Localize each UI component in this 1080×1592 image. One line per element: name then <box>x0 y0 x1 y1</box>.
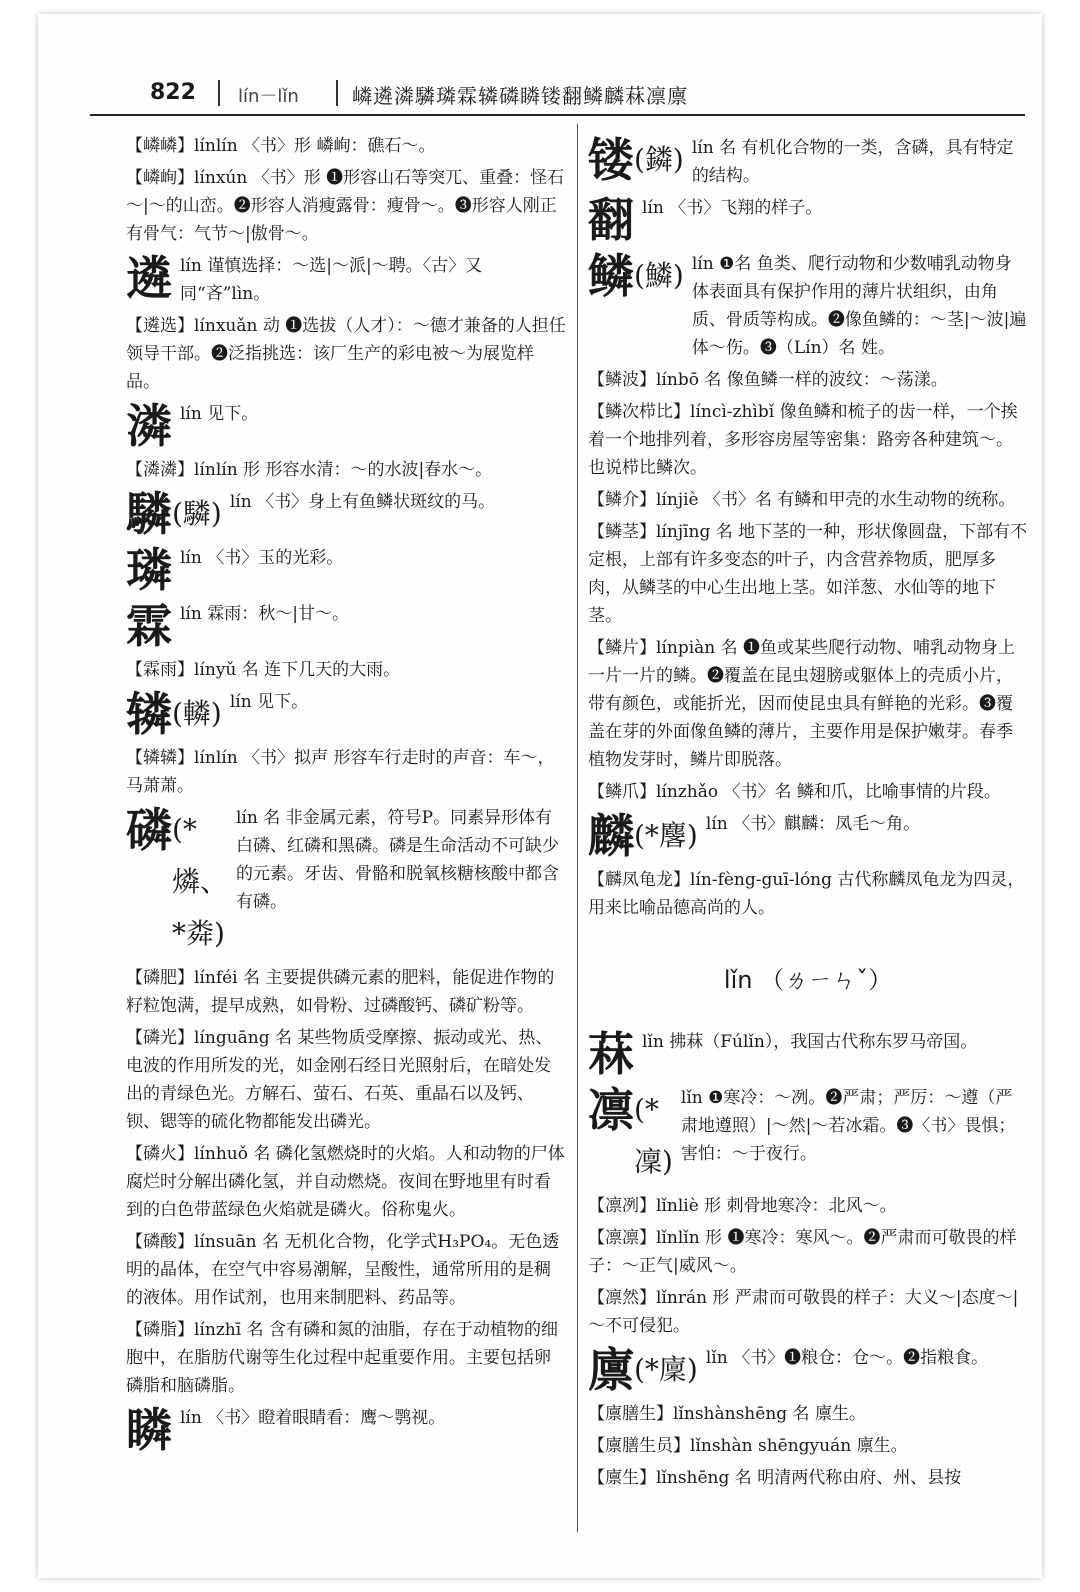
headword-character: 磷 <box>126 803 172 857</box>
headword-variant: (鏻) <box>634 143 684 176</box>
headword-entry <box>126 400 566 452</box>
left-column <box>126 132 566 1460</box>
pinyin-section-heading: lǐn （ㄌㄧㄣˇ） <box>723 966 893 994</box>
header-divider <box>218 80 220 106</box>
dictionary-entry: 【廪膳生员】lǐnshàn shēngyuán 廪生。 <box>588 1436 908 1456</box>
dictionary-entry: 【鳞片】línpiàn 名 ❶鱼或某些爬行动物、哺乳动物身上一片一片的鳞。❷覆盖在昆虫翅膀或躯体上的壳质小片，带有颜色，或能折光，因而使昆虫具有鲜艳的光彩。❸覆盖在芽的外面像鱼鳞的薄片，主要作用是保护嫩芽。春季植物发芽时，鳞片即脱落。 <box>588 638 1016 770</box>
headword-definition: lǐn ❶寒冷：～冽。❷严肃；严厉：～遵（严肃地遵照）|～然|～若冰霜。❸〈书〉畏惧；害怕：～于夜行。 <box>680 1088 1016 1164</box>
headword-definition: lín 见下。 <box>229 692 309 712</box>
dictionary-entry: 【磷肥】línféi 名 主要提供磷元素的肥料，能促进作物的籽粒饱满，提早成熟，如骨粉、过磷酸钙、磷矿粉等。 <box>126 968 555 1016</box>
headword-character: 廪 <box>588 1343 634 1397</box>
headword-character: 菻 <box>588 1027 634 1081</box>
dictionary-entry: 【鳞波】línbō 名 像鱼鳞一样的波纹：～荡漾。 <box>588 370 948 390</box>
dictionary-entry: 【磷光】línguāng 名 某些物质受摩擦、振动或光、热、电波的作用所发的光，如金刚石经日光照射后，在暗处发出的青绿色光。方解石、萤石、石英、重晶石以及钙、钡、锶等的硫化物都能发出磷光。 <box>126 1028 553 1132</box>
dictionary-entry: 【霖雨】línyǔ 名 连下几天的大雨。 <box>126 660 401 680</box>
headword-definition: lín 〈书〉瞪着眼睛看：鹰～鹗视。 <box>180 1408 446 1428</box>
headword-definition: lín 〈书〉身上有鱼鳞状斑纹的马。 <box>229 492 496 512</box>
headword-definition: lín 〈书〉玉的光彩。 <box>180 548 344 568</box>
dictionary-entry: 【凛冽】lǐnliè 形 刺骨地寒冷：北风～。 <box>588 1196 897 1216</box>
headword-entry <box>588 134 1028 190</box>
dictionary-entry: 【潾潾】línlín 形 形容水清：～的水波|春水～。 <box>126 460 493 480</box>
headword-variant: (*麐) <box>634 819 698 852</box>
headword-entry <box>588 194 1028 246</box>
page-number: 822 <box>150 80 196 105</box>
headword-definition: lín ❶名 鱼类、爬行动物和少数哺乳动物身体表面具有保护作用的薄片状组织，由角质、骨质等构成。❷像鱼鳞的：～茎|～波|遍体～伤。❸（Lín）名 姓。 <box>691 254 1027 358</box>
headword-character: 霖 <box>126 599 172 653</box>
header-characters: 嶙遴潾驎璘霖辚磷瞵镂翻鳞麟菻凛廪 <box>352 84 688 108</box>
headword-character: 瞵 <box>126 1403 172 1457</box>
headword-character: 镂 <box>588 133 634 187</box>
headword-character: 麟 <box>588 809 634 863</box>
dictionary-entry: 【廪生】lǐnshēng 名 明清两代称由府、州、县按 <box>588 1468 962 1488</box>
dictionary-entry: 【辚辚】línlín 〈书〉拟声 形容车行走时的声音：车～，马萧萧。 <box>126 748 555 796</box>
dictionary-entry: 【麟凤龟龙】lín-fèng-guī-lóng 古代称麟凤龟龙为四灵，用来比喻品德高尚的人。 <box>588 870 1025 918</box>
page-header <box>90 74 1025 114</box>
headword-entry <box>126 488 566 540</box>
headword-entry <box>588 1344 1028 1396</box>
dictionary-entry: 【磷脂】línzhī 名 含有磷和氮的油脂，存在于动植物的细胞中，在脂肪代谢等生化过程中起重要作用。主要包括卵磷脂和脑磷脂。 <box>126 1320 558 1396</box>
dictionary-page <box>38 14 1042 1578</box>
dictionary-entry: 【鳞爪】línzhǎo 〈书〉名 鳞和爪，比喻事情的片段。 <box>588 782 1001 802</box>
headword-definition: lín 〈书〉麒麟：凤毛～角。 <box>705 814 921 834</box>
headword-variant: (*凜) <box>634 1093 673 1178</box>
headword-definition: lín 名 有机化合物的一类，含磷，具有特定的结构。 <box>691 138 1014 186</box>
dictionary-entry: 【磷酸】línsuān 名 无机化合物，化学式H₃PO₄。无色透明的晶体，在空气中容易潮解，呈酸性，通常所用的是稠的液体。用作试剂，也用来制肥料、药品等。 <box>126 1232 560 1308</box>
dictionary-entry: 【凛然】lǐnrán 形 严肃而可敬畏的样子：大义～|态度～|～不可侵犯。 <box>588 1288 1019 1336</box>
headword-character: 凛 <box>588 1083 634 1137</box>
headword-entry <box>126 252 566 308</box>
dictionary-entry: 【鳞次栉比】líncì-zhìbǐ 像鱼鳞和梳子的齿一样，一个挨着一个地排列着，多形容房屋等密集：路旁各种建筑～。也说栉比鳞次。 <box>588 402 1018 478</box>
dictionary-entry: 【遴选】línxuǎn 动 ❶选拔（人才）：～德才兼备的人担任领导干部。❷泛指挑选：该厂生产的彩电被～为展览样品。 <box>126 316 566 392</box>
headword-entry <box>126 804 566 960</box>
right-column <box>588 132 1028 1496</box>
headword-character: 潾 <box>126 399 172 453</box>
headword-entry <box>126 688 566 740</box>
headword-definition: lín 〈书〉飞翔的样子。 <box>642 198 823 218</box>
headword-definition: lín 见下。 <box>180 404 259 424</box>
header-rule <box>90 114 1025 116</box>
headword-definition: lín 霖雨：秋～|甘～。 <box>180 604 349 624</box>
headword-character: 遴 <box>126 251 172 305</box>
headword-entry <box>588 250 1028 362</box>
headword-entry <box>588 1028 1028 1080</box>
dictionary-entry: 【凛凛】lǐnlǐn 形 ❶寒冷：寒风～。❷严肃而可敬畏的样子：～正气|威风～。 <box>588 1228 1017 1276</box>
headword-definition: lǐn 〈书〉❶粮仓：仓～。❷指粮食。 <box>705 1348 989 1368</box>
headword-entry <box>126 544 566 596</box>
headword-character: 驎 <box>126 487 172 541</box>
header-pinyin-range: lín－lǐn <box>238 86 299 107</box>
headword-variant: (轔) <box>172 697 222 730</box>
headword-character: 翻 <box>588 193 634 247</box>
dictionary-entry: 【鳞介】línjiè 〈书〉名 有鳞和甲壳的水生动物的统称。 <box>588 490 1016 510</box>
dictionary-entry: 【嶙峋】línxún 〈书〉形 ❶形容山石等突兀、重叠：怪石～|～的山峦。❷形容人消瘦露骨：瘦骨～。❸形容人刚正有骨气：气节～|傲骨～。 <box>126 168 565 244</box>
headword-definition: lín 名 非金属元素，符号P。同素异形体有白磷、红磷和黑磷。磷是生命活动不可缺少的元素。牙齿、骨骼和脱氧核糖核酸中都含有磷。 <box>236 808 559 912</box>
header-divider <box>336 80 338 106</box>
headword-entry <box>126 1404 566 1456</box>
dictionary-entry: 【廪膳生】lǐnshànshēng 名 廪生。 <box>588 1404 866 1424</box>
headword-definition: lín 谨慎选择：～选|～派|～聘。〈古〉又同“吝”lìn。 <box>180 256 483 304</box>
headword-definition: lǐn 拂菻（Fúlǐn），我国古代称东罗马帝国。 <box>642 1032 978 1052</box>
headword-character: 辚 <box>126 687 172 741</box>
headword-entry <box>588 1084 1028 1188</box>
headword-character: 鳞 <box>588 249 634 303</box>
headword-character: 璘 <box>126 543 172 597</box>
headword-variant: (*燐、*粦) <box>172 813 229 950</box>
headword-variant: (驎) <box>172 497 222 530</box>
headword-entry <box>588 810 1028 862</box>
dictionary-entry: 【嶙嶙】línlín 〈书〉形 嶙峋：礁石～。 <box>126 136 436 156</box>
headword-variant: (鱗) <box>634 259 684 292</box>
headword-variant: (*廩) <box>634 1353 698 1386</box>
dictionary-entry: 【鳞茎】línjīng 名 地下茎的一种，形状像圆盘，下部有不定根，上部有许多变态的叶子，内含营养物质，肥厚多肉，从鳞茎的中心生出地上茎。如洋葱、水仙等的地下茎。 <box>588 522 1028 626</box>
dictionary-entry: 【磷火】línhuǒ 名 磷化氢燃烧时的火焰。人和动物的尸体腐烂时分解出磷化氢，并自动燃烧。夜间在野地里有时看到的白色带蓝绿色火焰就是磷火。俗称鬼火。 <box>126 1144 565 1220</box>
column-divider <box>577 124 578 1532</box>
headword-entry <box>126 600 566 652</box>
